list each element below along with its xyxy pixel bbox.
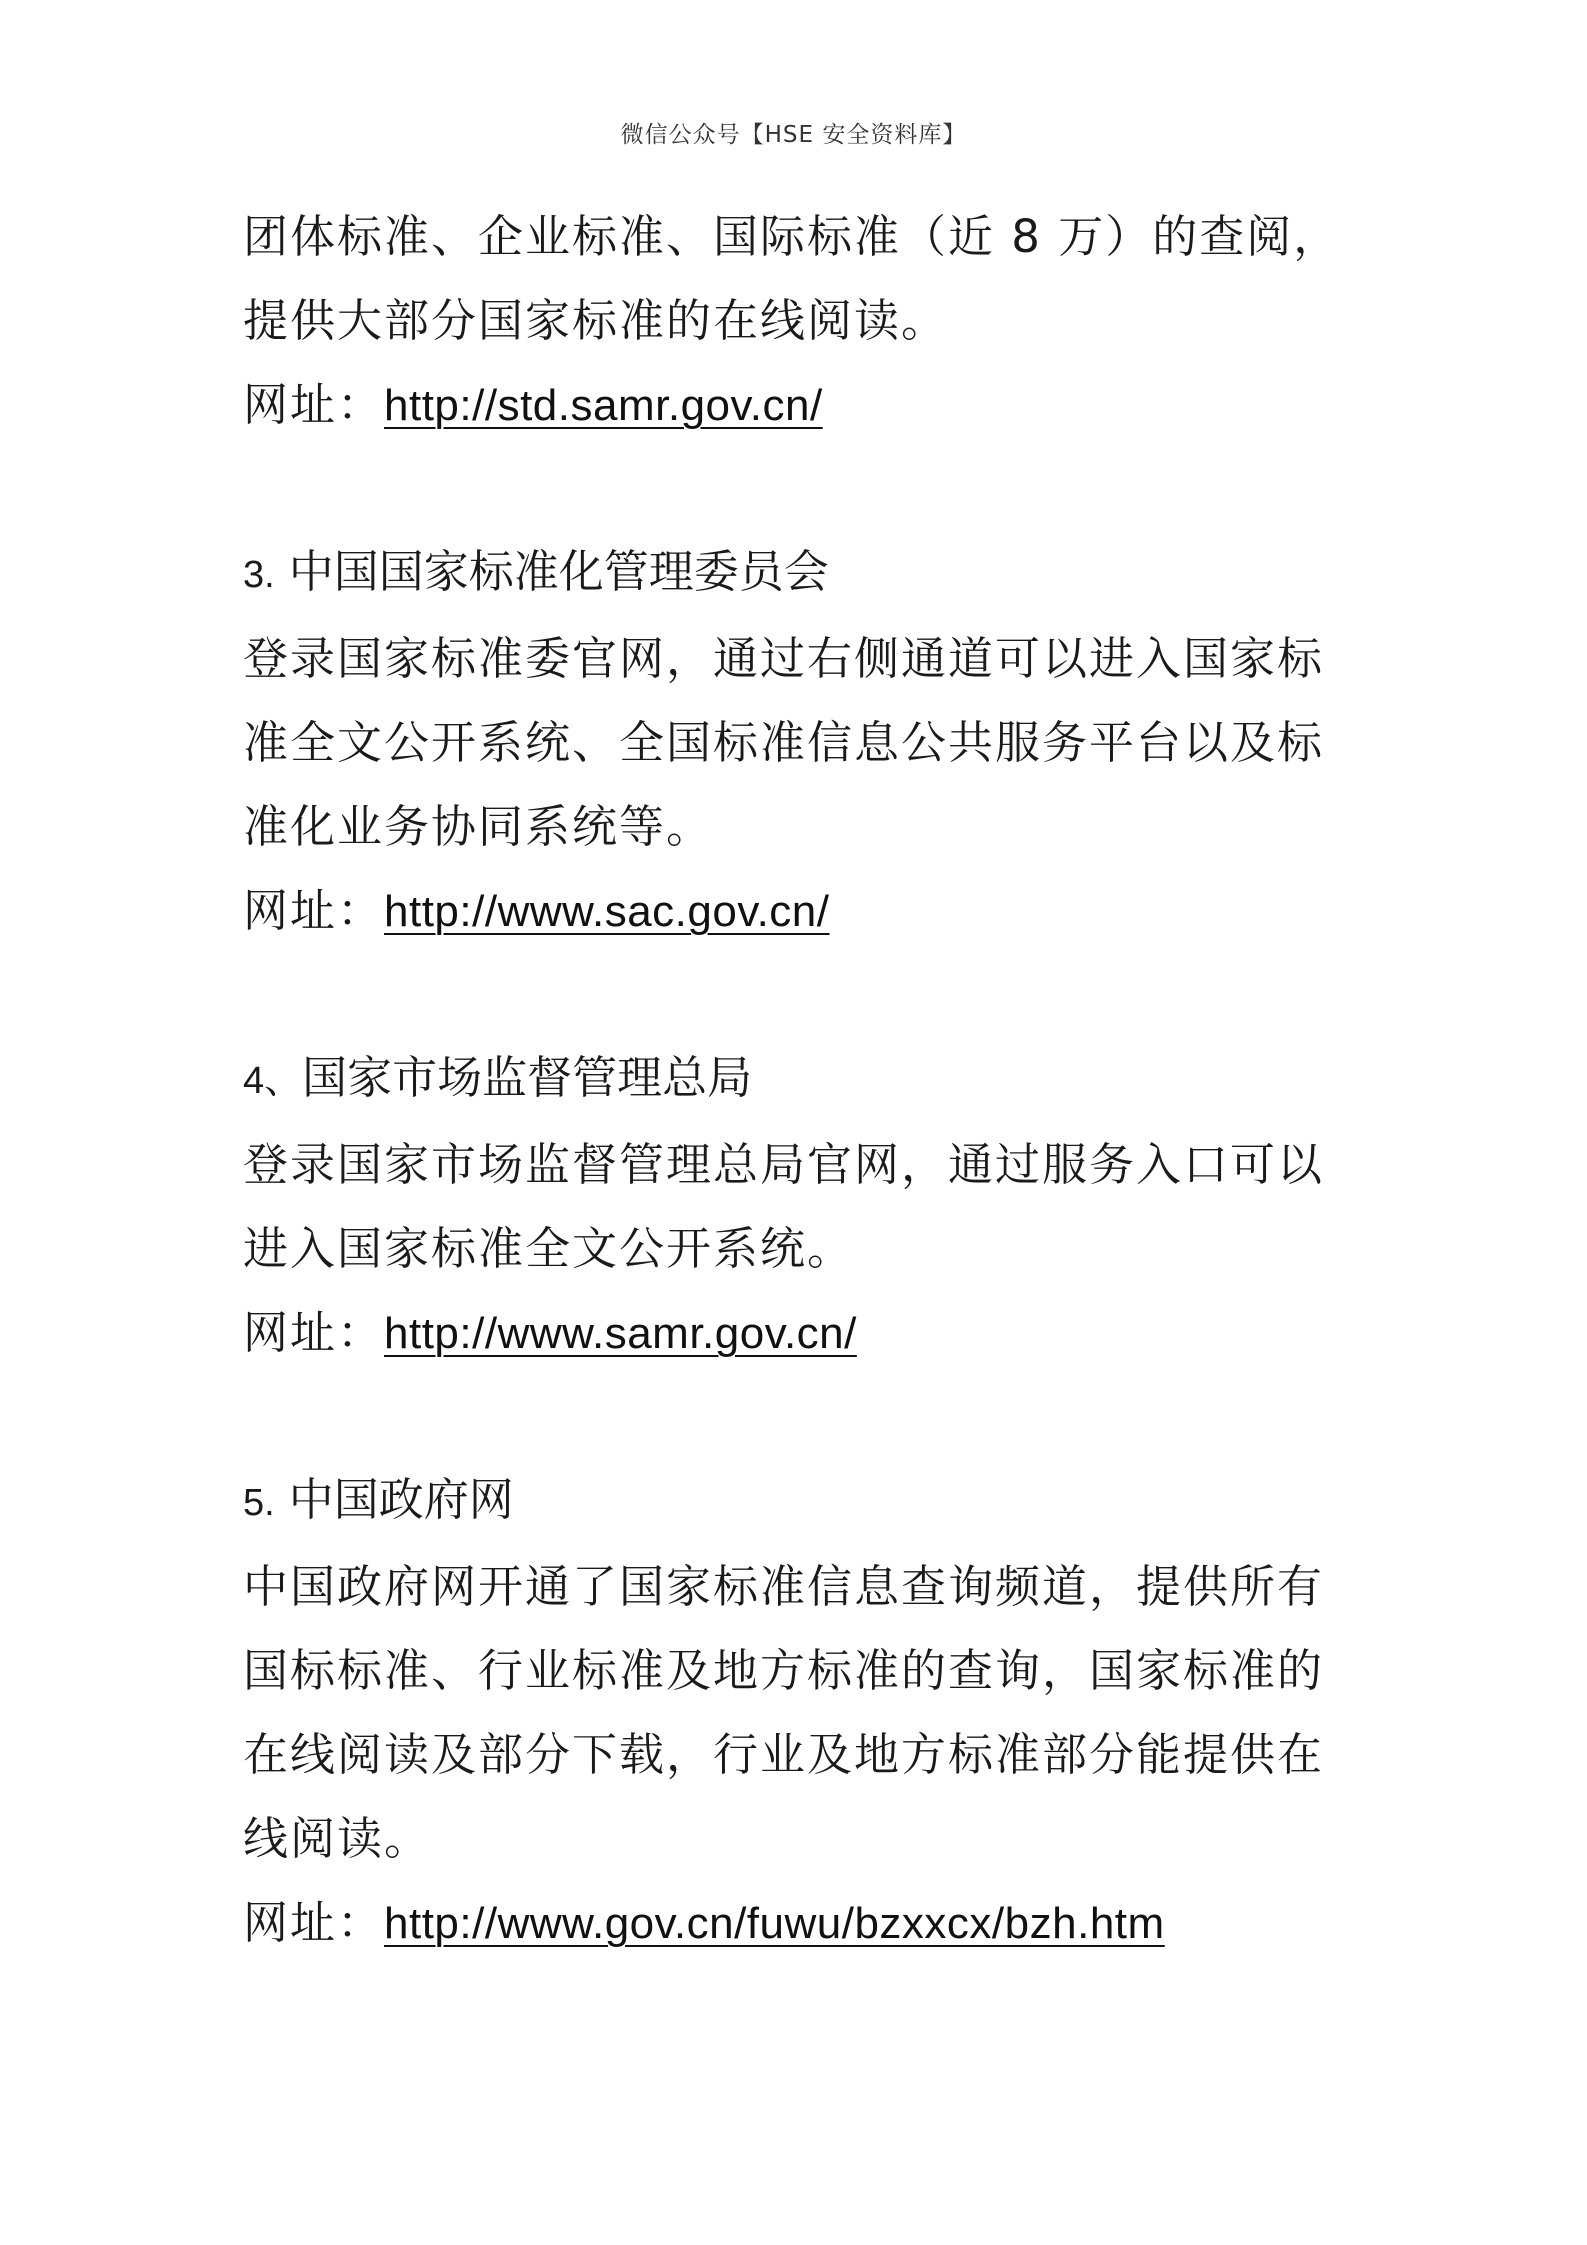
url-line xyxy=(243,363,1363,448)
page-header: 微信公众号【HSE 安全资料库】 xyxy=(620,122,967,148)
url-label: 网址： xyxy=(243,378,385,431)
paragraph-line: 线阅读。 xyxy=(243,1812,432,1865)
url-line xyxy=(243,1291,1363,1376)
paragraph-line: 国标标准、行业标准及地方标准的查询，国家标准的 xyxy=(243,1644,1325,1697)
paragraph-line: 准化业务协同系统等。 xyxy=(243,800,714,853)
paragraph-line: 提供大部分国家标准的在线阅读。 xyxy=(243,294,949,347)
url-link-std-samr[interactable]: http://std.samr.gov.cn/ xyxy=(384,381,823,430)
paragraph-line: 在线阅读及部分下载，行业及地方标准部分能提供在 xyxy=(243,1728,1325,1781)
paragraph-line: 进入国家标准全文公开系统。 xyxy=(243,1222,855,1275)
paragraph-line: 登录国家市场监督管理总局官网，通过服务入口可以 xyxy=(243,1138,1325,1191)
section-heading xyxy=(243,1458,1363,1545)
paragraph-line: 准全文公开系统、全国标准信息公共服务平台以及标 xyxy=(243,716,1325,769)
section-4 xyxy=(243,1036,1363,1376)
url-line xyxy=(243,869,1363,954)
section-number: 5. xyxy=(243,1482,275,1524)
paragraph-line: 登录国家标准委官网，通过右侧通道可以进入国家标 xyxy=(243,632,1325,685)
document-body xyxy=(243,195,1363,1966)
section-title: 国家市场监督管理总局 xyxy=(302,1051,753,1104)
section-number: 3. xyxy=(243,554,275,596)
url-link-samr[interactable]: http://www.samr.gov.cn/ xyxy=(384,1309,857,1358)
url-label: 网址： xyxy=(243,1896,385,1949)
section-heading xyxy=(243,1036,1363,1123)
section-title: 中国政府网 xyxy=(288,1473,514,1526)
section-heading xyxy=(243,530,1363,617)
url-link-sac[interactable]: http://www.sac.gov.cn/ xyxy=(384,887,830,936)
section-5 xyxy=(243,1458,1363,1966)
url-line xyxy=(243,1881,1363,1966)
section-3 xyxy=(243,530,1363,954)
paragraph-line: 团体标准、企业标准、国际标准（近 8 万）的查阅， xyxy=(243,210,1341,263)
section-title: 中国国家标准化管理委员会 xyxy=(288,545,829,598)
paragraph-line: 中国政府网开通了国家标准信息查询频道，提供所有 xyxy=(243,1560,1325,1613)
url-label: 网址： xyxy=(243,1306,385,1359)
url-label: 网址： xyxy=(243,884,385,937)
url-link-gov[interactable]: http://www.gov.cn/fuwu/bzxxcx/bzh.htm xyxy=(384,1899,1165,1948)
section-number: 4、 xyxy=(243,1060,303,1102)
section-intro xyxy=(243,195,1363,448)
